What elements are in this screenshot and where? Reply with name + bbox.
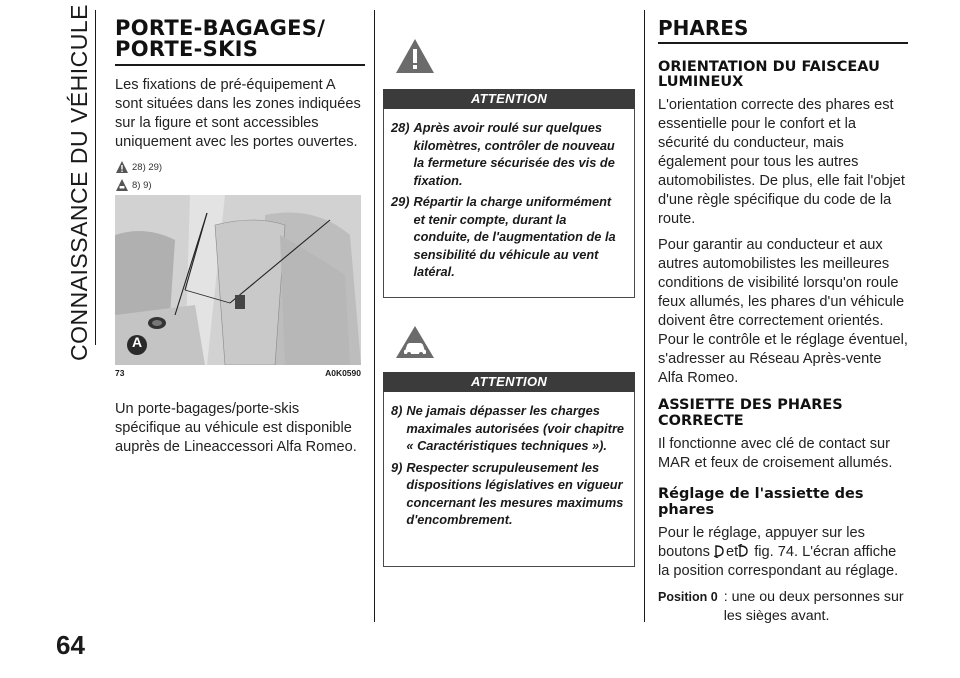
section-heading-phares: PHARES — [658, 16, 749, 40]
paragraph-orientation: L'orientation correcte des phares est essentielle pour le confort et la sécurité du conducteur, mais également pour tous les autres automobilistes. De plus, elle fait l'objet d'une règle spécifique du code de la route. — [658, 97, 905, 228]
attention-item: 8) Ne jamais dépasser les charges maximales autorisées (voir chapitre « Caractéristiques techniques »). — [391, 403, 625, 453]
figure-door-frame — [115, 195, 361, 365]
side-section-title: CONNAISSANCE DU VÉHICULE — [66, 3, 93, 361]
figure-number: 73 — [115, 368, 125, 378]
figure-code: A0K0590 — [325, 368, 361, 378]
ref-list-car: 8) 9) — [132, 179, 152, 191]
headlight-down-button-icon — [714, 544, 726, 558]
column-divider-1 — [374, 10, 375, 622]
heading-rule — [115, 64, 365, 66]
intro-text: Les fixations de pré-équipement A sont situées dans les zones indiquées sur la figure et sont accessibles uniquement avec les portes ouvertes. — [115, 77, 361, 150]
attention-box-1 — [383, 109, 635, 298]
position-definition — [658, 588, 908, 626]
paragraph-visibility: Pour garantir au conducteur et aux autres automobilistes les meilleures conditions de visibilité lorsqu'on roule feux allumés, les phares d'un véhicule doivent être correctement orientés. Pour le contrôle et le réglage éventuel, s'adresser au Réseau Après-vente Alfa Romeo. — [658, 237, 908, 387]
attention-banner-2: ATTENTION — [383, 372, 635, 392]
roof-rack-section — [115, 18, 365, 194]
warning-references — [115, 158, 365, 194]
page-number: 64 — [56, 630, 85, 660]
attention-box-2 — [383, 392, 635, 567]
figure-caption — [115, 368, 361, 378]
attention-item: 28) Après avoir roulé sur quelques kilomètres, contrôler de nouveau la fermeture sécurisée des vis de fixation. — [391, 120, 615, 188]
car-warning-icon — [115, 178, 129, 192]
subheading-reglage: Réglage de l'assiette des phares — [658, 485, 864, 518]
warning-icon-large — [395, 38, 435, 74]
headlight-up-button-icon — [738, 544, 750, 558]
subheading-orientation: ORIENTATION DU FAISCEAU LUMINEUX — [658, 59, 880, 91]
attention-item: 9) Respecter scrupuleusement les dispositions législatives en vigueur concernant les mesures maximums d'encombrement. — [391, 459, 624, 527]
side-rule — [95, 10, 96, 345]
car-warning-icon-large — [395, 325, 435, 359]
position-label: Position 0 — [658, 590, 718, 605]
door-frame-illustration — [115, 195, 361, 365]
attention-banner-1: ATTENTION — [383, 89, 635, 109]
subheading-assiette: ASSIETTE DES PHARES CORRECTE — [658, 397, 843, 429]
paragraph-assiette: Il fonctionne avec clé de contact sur MAR et feux de croisement allumés. — [658, 435, 893, 471]
heading-rule — [658, 42, 908, 44]
paragraph-reglage: Pour le réglage, appuyer sur les boutons et fig. 74. L'écran affiche la position correspondant au réglage. — [658, 525, 899, 580]
headlights-section — [658, 18, 908, 626]
warning-icon — [115, 160, 129, 174]
position-description: : une ou deux personnes sur les sièges avant. — [723, 589, 904, 625]
section-heading: PORTE-BAGAGES/ PORTE-SKIS — [115, 16, 326, 61]
accessory-text: Un porte-bagages/porte-skis spécifique au véhicule est disponible auprès de Lineaccessori Alfa Romeo. — [115, 401, 357, 455]
attention-item: 29) Répartir la charge uniformément et tenir compte, durant la conduite, de l'augmentation de la sensibilité du véhicule au vent latéral. — [391, 194, 616, 279]
column-divider-2 — [644, 10, 645, 622]
ref-list-attention: 28) 29) — [132, 161, 163, 173]
figure-callout-a: A — [131, 334, 143, 350]
